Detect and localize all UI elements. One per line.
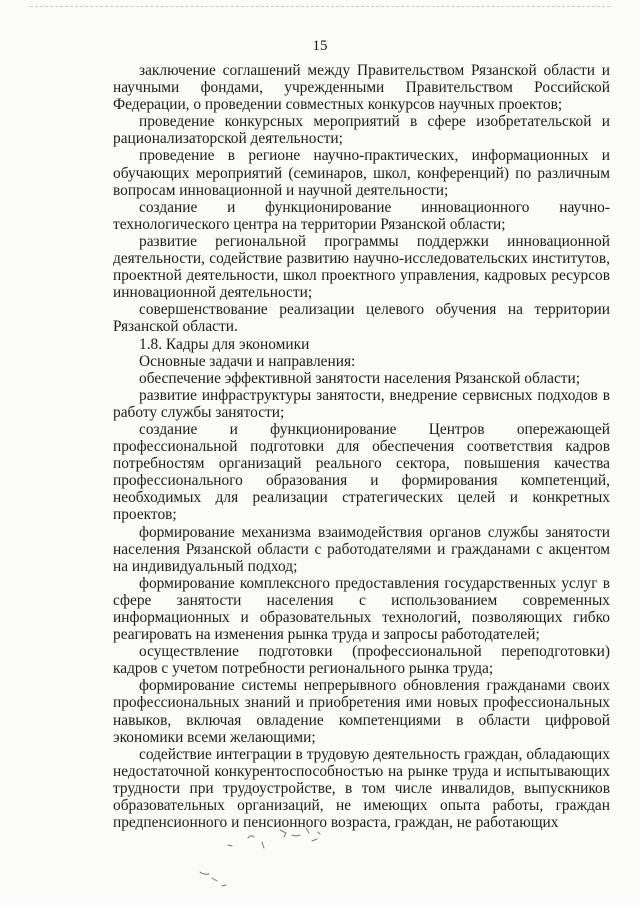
paragraph: проведение в регионе научно-практических, информационных и обучающих мероприятий (семинаров, школ, конференций) по различным вопросам инновационной и научной деятельности; bbox=[113, 147, 610, 199]
paragraph: проведение конкурсных мероприятий в сфере изобретательской и рационализаторской деятельности; bbox=[113, 113, 610, 148]
paragraph: содействие интеграции в трудовую деятельность граждан, обладающих недостаточной конкурентоспособностью на рынке труда и испытывающих трудности при трудоустройстве, в том числе инвалидов, выпускников образовательных организаций, не имеющих опыта работы, граждан предпенсионного и пенсионного возраста, граждан, не работающих bbox=[113, 745, 610, 832]
paragraph: создание и функционирование Центров опережающей профессиональной подготовки для обеспечения соответствия кадров потребностям организаций реального сектора, повышения качества профессионального образования и формирования компетенций, необходимых для реализации стратегических целей и конкретных проектов; bbox=[113, 420, 610, 524]
section-heading: 1.8. Кадры для экономики bbox=[139, 335, 310, 353]
paragraph: создание и функционирование инновационного научно-технологического центра на территории Рязанской области; bbox=[113, 198, 610, 233]
paragraph: формирование комплексного предоставления государственных услуг в сфере занятости населения с использованием современных информационных и образовательных технологий, позволяющих гибко реагировать на изменения рынка труда и запросы работодателей; bbox=[113, 574, 610, 644]
paragraph: формирование механизма взаимодействия органов службы занятости населения Рязанской области с работодателями и гражданами с акцентом на индивидуальный подход; bbox=[113, 523, 610, 575]
page-number: 15 bbox=[312, 38, 328, 54]
paragraph: развитие региональной программы поддержки инновационной деятельности, содействие развитию научно-исследовательских институтов, проектной деятельности, школ проектного управления, кадровых ресурсов инновационной деятельности; bbox=[113, 232, 610, 302]
document-body bbox=[113, 62, 610, 831]
paragraph: формирование системы непрерывного обновления гражданами своих профессиональных знаний и приобретения ими новых профессиональных навыков, включая овладение компетенциями в области цифровой экономики всеми желающими; bbox=[113, 677, 610, 746]
scan-edge-line bbox=[30, 6, 610, 7]
paragraph: развитие инфраструктуры занятости, внедрение сервисных подходов в работу службы занятости; bbox=[113, 386, 610, 421]
paragraph: обеспечение эффективной занятости населения Рязанской области; bbox=[139, 369, 581, 387]
section-subheading: Основные задачи и направления: bbox=[139, 352, 356, 370]
paragraph: заключение соглашений между Правительством Рязанской области и научными фондами, учрежденными Правительством Российской Федерации, о проведении совместных конкурсов научных проектов; bbox=[113, 62, 610, 114]
paragraph: осуществление подготовки (профессиональной переподготовки) кадров с учетом потребности регионального рынка труда; bbox=[113, 643, 610, 678]
paragraph: совершенствование реализации целевого обучения на территории Рязанской области. bbox=[113, 301, 610, 336]
